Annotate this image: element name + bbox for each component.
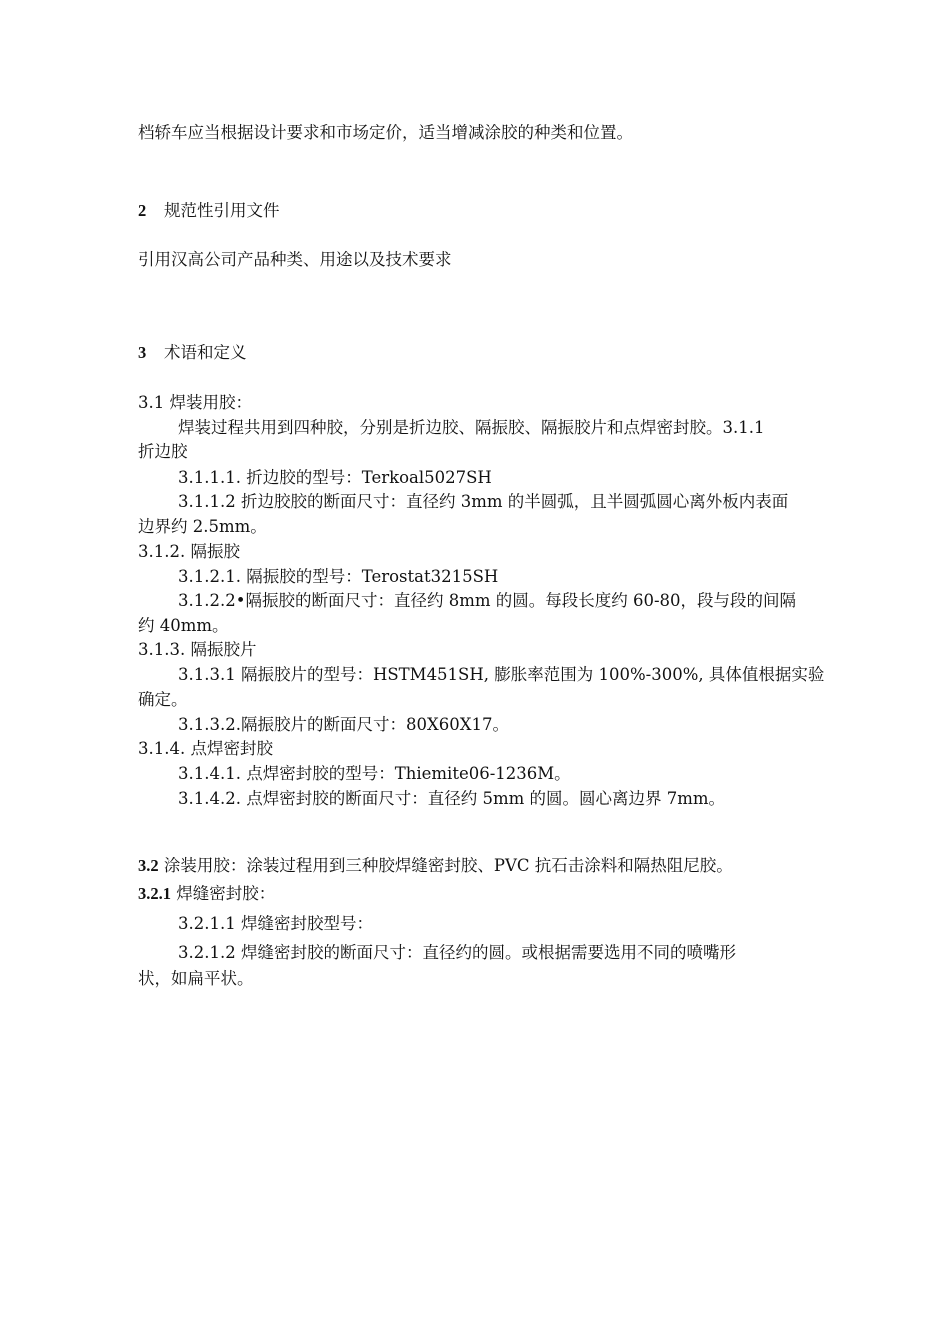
subsection-3-2-text: 涂装用胶：涂装过程用到三种胶焊缝密封胶、PVC 抗石击涂料和隔热阻尼胶。 (163, 856, 733, 875)
item-3-1-3-1-line1: 3.1.3.1 隔振胶片的型号：HSTM451SH, 膨胀率范围为 100%-300%, 具体值根据实验 (178, 665, 825, 684)
item-3-1-2-2-line1: 3.1.2.2•隔振胶的断面尺寸：直径约 8mm 的圆。每段长度约 60-80，段与段的间隔 (178, 591, 797, 610)
item-3-1-4-2: 3.1.4.2. 点焊密封胶的断面尺寸：直径约 5mm 的圆。圆心离边界 7mm。 (178, 789, 726, 808)
item-3-2-1-2-line1: 3.2.1.2 焊缝密封胶的断面尺寸：直径约的圆。或根据需要选用不同的喷嘴形 (178, 943, 736, 962)
item-3-1-1-1: 3.1.1.1. 折边胶的型号：Terkoal5027SH (178, 468, 492, 487)
item-3-1-2-1: 3.1.2.1. 隔振胶的型号：Terostat3215SH (178, 567, 499, 586)
item-3-1-2-2-line2: 约 40mm。 (138, 616, 229, 635)
section-3-number: 3 (138, 343, 147, 362)
item-3-1-3: 3.1.3. 隔振胶片 (138, 640, 257, 659)
subsection-3-1-intro-line2: 折边胶 (138, 442, 188, 461)
section-3-title: 术语和定义 (164, 343, 247, 362)
item-3-1-4: 3.1.4. 点焊密封胶 (138, 739, 273, 758)
section-2-heading (138, 199, 858, 223)
item-3-1-2: 3.1.2. 隔振胶 (138, 542, 240, 561)
subsection-3-2-1-heading (138, 882, 858, 906)
section-3-heading (138, 341, 858, 365)
intro-paragraph: 档轿车应当根据设计要求和市场定价，适当增减涂胶的种类和位置。 (138, 123, 633, 142)
subsection-3-1-heading: 3.1 焊装用胶： (138, 393, 252, 412)
item-3-1-1-2-line2: 边界约 2.5mm。 (138, 517, 267, 536)
subsection-3-1-intro-line1: 焊装过程共用到四种胶，分别是折边胶、隔振胶、隔振胶片和点焊密封胶。3.1.1 (178, 418, 765, 437)
subsection-3-2-number: 3.2 (138, 856, 159, 875)
item-3-1-4-1: 3.1.4.1. 点焊密封胶的型号：Thiemite06-1236M。 (178, 764, 571, 783)
section-2-title: 规范性引用文件 (164, 201, 280, 220)
subsection-3-2-1-number: 3.2.1 (138, 884, 171, 903)
subsection-3-2-heading (138, 854, 858, 878)
item-3-1-3-2: 3.1.3.2.隔振胶片的断面尺寸：80X60X17。 (178, 715, 509, 734)
subsection-3-2-1-text: 焊缝密封胶： (176, 884, 276, 903)
item-3-1-3-1-line2: 确定。 (138, 690, 188, 709)
item-3-2-1-2-line2: 状，如扁平状。 (138, 969, 254, 988)
item-3-1-1-2-line1: 3.1.1.2 折边胶胶的断面尺寸：直径约 3mm 的半圆弧，且半圆弧圆心离外板内表面 (178, 492, 789, 511)
section-2-number: 2 (138, 201, 147, 220)
item-3-2-1-1: 3.2.1.1 焊缝密封胶型号： (178, 914, 373, 933)
section-2-body: 引用汉高公司产品种类、用途以及技术要求 (138, 250, 452, 269)
